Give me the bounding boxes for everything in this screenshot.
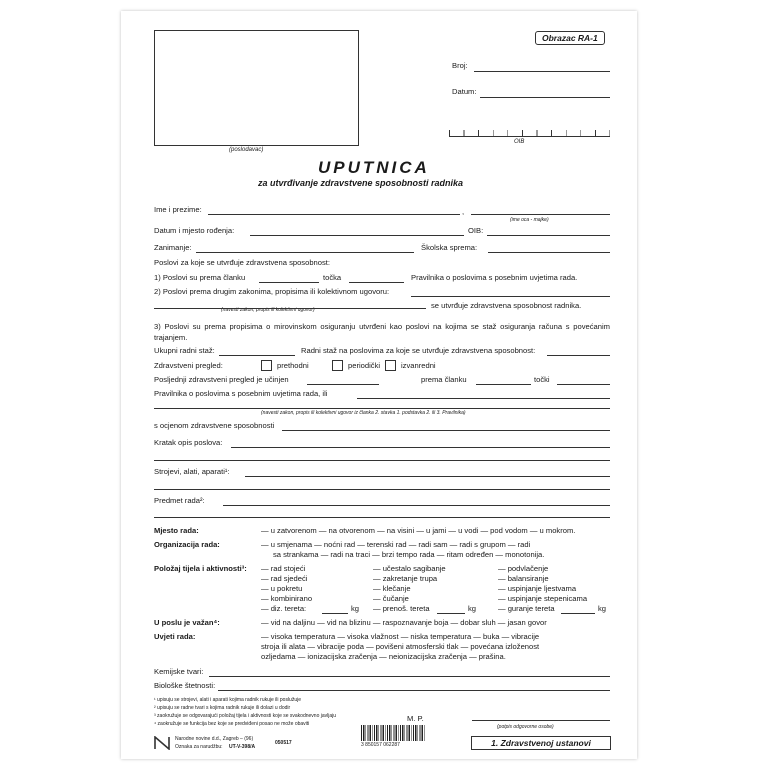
col1-item[interactable]: — kombinirano	[261, 594, 313, 603]
uvjeti-label: Uvjeti rada:	[154, 632, 196, 641]
publisher-logo-icon	[154, 736, 170, 750]
bioloske-field[interactable]	[218, 690, 610, 691]
izvanredni-checkbox[interactable]	[385, 360, 396, 371]
p2-label: 2) Poslovi prema drugim zakonima, propisima ili kolektivnom ugovoru:	[154, 287, 390, 296]
p1-label-b: točka	[323, 273, 342, 282]
ime-oca-caption: (ime oca - majke)	[510, 217, 549, 223]
oib-caption: OIB	[514, 139, 525, 145]
page-title: UPUTNICA	[318, 158, 430, 177]
skolska-field[interactable]	[488, 252, 610, 253]
employer-caption: (poslodavac)	[229, 147, 264, 153]
p1-clanak-field[interactable]	[259, 282, 319, 283]
org-options-1[interactable]: — u smjenama — noćni rad — terenski rad — radi sam — radi s grupom — radi	[261, 540, 531, 549]
skolska-label: Školska sprema:	[421, 243, 478, 252]
datum-field[interactable]	[480, 97, 610, 98]
col3-item[interactable]: — guranje tereta	[498, 604, 555, 613]
ocjena-field[interactable]	[282, 430, 610, 431]
ukupni-label: Ukupni radni staž:	[154, 346, 215, 355]
tocki-field[interactable]	[557, 384, 610, 385]
posljednji-label: Posljednji zdravstveni pregled je učinjen	[154, 375, 289, 384]
order-code: UT-V-398/A	[229, 744, 256, 750]
uvjeti-options-2[interactable]: stroja ili alata — vibracije poda — povišeni atmosferski tlak — povećana izloženost	[261, 642, 540, 651]
izvanredni-label: izvanredni	[401, 361, 436, 370]
col2-unit: kg	[468, 604, 477, 613]
kratak-label: Kratak opis poslova:	[154, 438, 223, 447]
col2-item[interactable]: — prenoš. tereta	[373, 604, 430, 613]
ocjena-label: s ocjenom zdravstvene sposobnosti	[154, 421, 275, 430]
footnote: ² upisuju se radne tvari s kojima radnik rukuje ili dolazi u dodir	[154, 705, 291, 711]
vazan-options[interactable]: — vid na daljinu — vid na blizinu — raspoznavanje boja — dobar sluh — jasan govor	[261, 618, 547, 627]
zanimanje-field[interactable]	[196, 252, 414, 253]
radni-staz-label: Radni staž na poslovima za koje se utvrđuje zdravstvena sposobnost:	[301, 346, 536, 355]
pregled-label: Zdravstveni pregled:	[154, 361, 223, 370]
vazan-label: U poslu je važan⁴:	[154, 618, 220, 627]
datum-mjesto-field[interactable]	[250, 235, 464, 236]
broj-label: Broj:	[452, 61, 468, 70]
comma-separator: ,	[462, 207, 465, 216]
navesti-field[interactable]	[154, 408, 610, 409]
clanak-field[interactable]	[476, 384, 531, 385]
periodicki-checkbox[interactable]	[332, 360, 343, 371]
periodicki-label: periodički	[348, 361, 381, 370]
p2-field-2[interactable]	[154, 308, 426, 309]
employer-box[interactable]	[154, 30, 359, 146]
zanimanje-label: Zanimanje:	[154, 243, 192, 252]
navesti-caption: (navesti zakon, propis ili kolektivni ugovor iz članka 2. stavka 1. podstavka 2. ili 3. Pravilnika)	[261, 410, 466, 416]
datum-mjesto-label: Datum i mjesto rođenja:	[154, 226, 235, 235]
datum-label: Datum:	[452, 87, 477, 96]
bioloske-label: Biološke štetnosti:	[154, 681, 216, 690]
kratak-field-2[interactable]	[154, 460, 610, 461]
col2-item[interactable]: — čučanje	[373, 594, 409, 603]
order-number: 050517	[275, 740, 292, 746]
col3-unit: kg	[598, 604, 607, 613]
footnote: ⁴ zaokružuje se funkcija bez koje se predviđeni posao ne može obaviti	[154, 721, 310, 727]
prema-clanku-label: prema članku	[421, 375, 467, 384]
col1-item[interactable]: — rad stojeći	[261, 564, 306, 573]
org-options-2[interactable]: sa strankama — radi na traci — brzi tempo rada — ritam određen — monotonija.	[273, 550, 545, 559]
strojevi-label: Strojevi, alati, aparati¹:	[154, 467, 230, 476]
col2-item[interactable]: — učestalo sagibanje	[373, 564, 446, 573]
prethodni-label: prethodni	[277, 361, 309, 370]
broj-field[interactable]	[474, 71, 610, 72]
col3-item[interactable]: — uspinjanje ljestvama	[498, 584, 577, 593]
radni-staz-field[interactable]	[547, 355, 610, 356]
strojevi-field-1[interactable]	[245, 476, 610, 477]
predmet-label: Predmet rada²:	[154, 496, 205, 505]
oib-field[interactable]	[487, 235, 610, 236]
kemijske-label: Kemijske tvari:	[154, 667, 204, 676]
pravilnika-label: Pravilnika o poslovima s posebnim uvjetima rada, ili	[154, 389, 328, 398]
page-subtitle: za utvrđivanje zdravstvene sposobnosti radnika	[258, 178, 464, 188]
pravilnika-field[interactable]	[357, 398, 610, 399]
p2-end-label: se utvrđuje zdravstvena sposobnost radnika.	[431, 301, 582, 310]
kratak-field-1[interactable]	[231, 447, 610, 448]
uvjeti-options-3[interactable]: ozljedama — ionizacijska zračenja — neionizacijska zračenja — prašina.	[261, 652, 506, 661]
form-sheet	[121, 11, 637, 759]
col1-item[interactable]: — u pokretu	[261, 584, 303, 593]
col3-kg-field[interactable]	[561, 613, 595, 614]
p1-label-c: Pravilnika o poslovima s posebnim uvjetima rada.	[411, 273, 578, 282]
copy-label: 1. Zdravstvenoj ustanovi	[471, 736, 611, 750]
ukupni-field[interactable]	[219, 355, 295, 356]
prethodni-checkbox[interactable]	[261, 360, 272, 371]
col2-item[interactable]: — zakretanje trupa	[373, 574, 438, 583]
col3-item[interactable]: — podvlačenje	[498, 564, 549, 573]
publisher-text: Narodne novine d.d., Zagreb – (96)	[175, 736, 254, 742]
predmet-field-2[interactable]	[154, 517, 610, 518]
tocki-label: točki	[534, 375, 550, 384]
form-code-badge: Obrazac RA-1	[535, 31, 605, 45]
col1-item[interactable]: — rad sjedeći	[261, 574, 308, 583]
ime-field[interactable]	[208, 214, 460, 215]
oib-boxes[interactable]	[449, 130, 610, 137]
polozaj-label: Položaj tijela i aktivnosti³:	[154, 564, 247, 573]
p2-caption: (navesti zakon, propis ili kolektivni ugovor)	[221, 307, 315, 313]
ime-oca-field[interactable]	[471, 214, 610, 215]
footnote: ³ zaokružuje se odgovarajući položaj tijela i aktivnosti koje se svakodnevno javljaju	[154, 713, 337, 719]
mjesto-options[interactable]: — u zatvorenom — na otvorenom — na visini — u jami — u vodi — pod vodom — u mokrom.	[261, 526, 576, 535]
uvjeti-options-1[interactable]: — visoka temperatura — visoka vlažnost — niska temperatura — buka — vibracije	[261, 632, 540, 641]
org-label: Organizacija rada:	[154, 540, 220, 549]
p3-text: 3) Poslovi su prema propisima o mirovinskom osiguranju utvrđeni kao poslovi na kojima se staž osiguranja računa s povećanim trajanjem.	[154, 322, 610, 342]
signature-caption: (potpis odgovorne osobe)	[497, 724, 554, 730]
signature-field[interactable]	[472, 720, 610, 721]
p2-field-1[interactable]	[411, 296, 610, 297]
barcode-number: 3 850157 062287	[361, 742, 400, 748]
footnote: ¹ upisuju se strojevi, alati i aparati kojima radnik rukuje ili poslužuje	[154, 697, 302, 703]
ime-label: Ime i prezime:	[154, 205, 202, 214]
p1-label-a: 1) Poslovi su prema članku	[154, 273, 246, 282]
col1-unit: kg	[351, 604, 360, 613]
col2-item[interactable]: — klečanje	[373, 584, 411, 593]
barcode	[361, 725, 425, 741]
predmet-field-1[interactable]	[223, 505, 610, 506]
order-label: Oznaka za narudžbu:	[175, 744, 223, 750]
strojevi-field-2[interactable]	[154, 489, 610, 490]
p1-tocka-field[interactable]	[349, 282, 404, 283]
mjesto-label: Mjesto rada:	[154, 526, 199, 535]
col1-item[interactable]: — diz. tereta:	[261, 604, 307, 613]
col2-kg-field[interactable]	[437, 613, 465, 614]
kemijske-field[interactable]	[209, 676, 610, 677]
mp-label: M. P.	[407, 714, 424, 723]
col1-kg-field[interactable]	[322, 613, 348, 614]
col3-item[interactable]: — uspinjanje stepenicama	[498, 594, 588, 603]
poslovi-label: Poslovi za koje se utvrđuje zdravstvena sposobnost:	[154, 258, 331, 267]
posljednji-field[interactable]	[307, 384, 379, 385]
oib-label: OIB:	[468, 226, 484, 235]
col3-item[interactable]: — balansiranje	[498, 574, 549, 583]
